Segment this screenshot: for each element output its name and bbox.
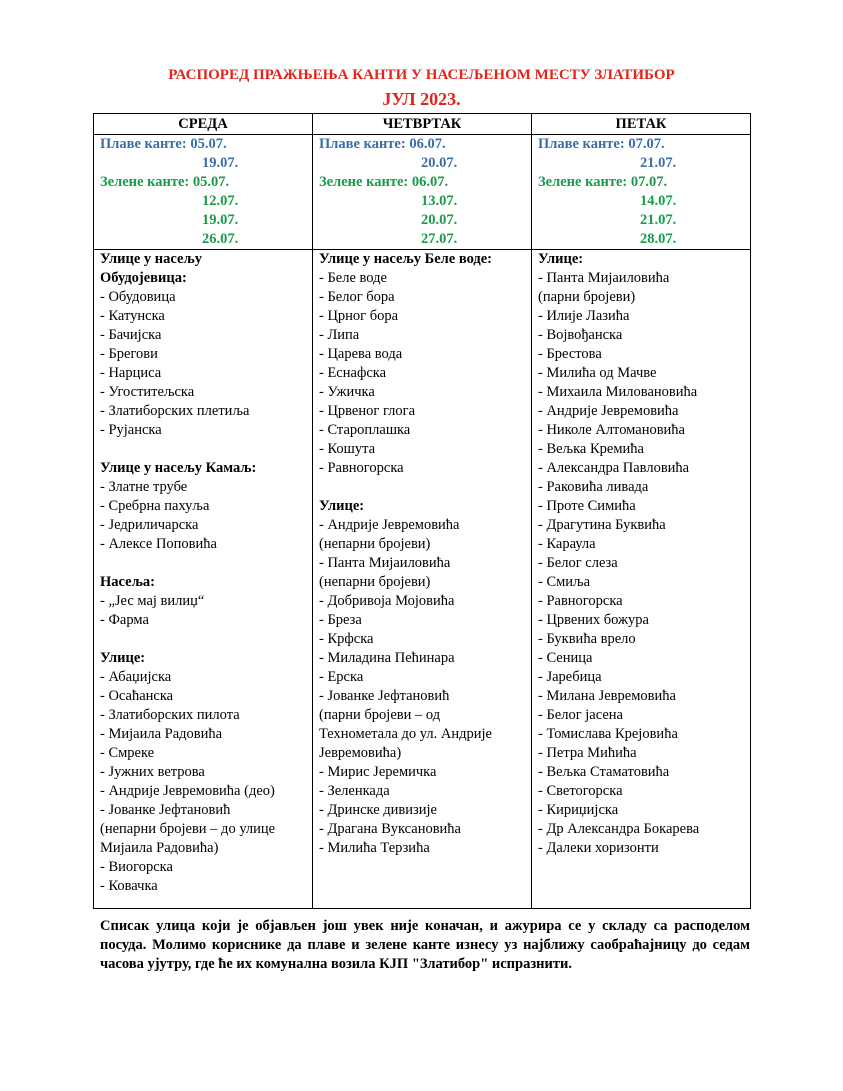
dates-cell [94,135,313,250]
street-item: - Андрије Јевремовића (део) [100,783,275,799]
street-item: - Николе Алтомановића [538,422,685,438]
street-item: - Липа [319,327,360,343]
street-item: - Златиборских пилота [100,707,240,723]
street-item: - Петра Мићића [538,745,637,761]
day-header-thursday: ЧЕТВРТАК [313,114,532,135]
blue-bins-label: Плаве канте: [319,136,406,152]
streets-cell [94,250,313,909]
street-item: (непарни бројеви) [319,536,431,552]
street-item: - Буквића врело [538,631,636,647]
street-item: - Виогорска [100,859,173,875]
street-item: - Једриличарска [100,517,199,533]
street-item: - Црвених божура [538,612,649,628]
street-item: - Вељка Стаматовића [538,764,670,780]
blue-bins-line [100,135,306,154]
street-group-heading: Улице: [319,498,365,514]
green-bins-date: 28.07. [640,231,677,247]
street-item: Мијаила Радовића) [100,840,219,856]
green-bins-date: 19.07. [202,212,239,228]
green-bins-label: Зелене канте: [538,174,628,190]
street-item: - Далеки хоризонти [538,840,659,856]
street-item: - Караула [538,536,596,552]
blue-bins-line [538,135,744,154]
street-item: - Беле воде [319,270,387,286]
street-item: - Фарма [100,612,149,628]
street-item: - Белог бора [319,289,395,305]
street-group-heading: Улице: [100,650,146,666]
street-item: - Бреза [319,612,362,628]
street-item: - Андрије Јевремовића [319,517,460,533]
green-bins-date: 26.07. [202,231,239,247]
street-item: - Проте Симића [538,498,636,514]
green-bins-date: 13.07. [421,193,458,209]
street-item: - Равногорска [319,460,404,476]
green-bins-date: 06.07. [411,174,449,190]
street-item: - Драгана Вуксановића [319,821,461,837]
green-bins-line [100,173,306,192]
blue-bins-label: Плаве канте: [100,136,187,152]
street-group-heading: Улице у насељу Беле воде: [319,251,493,267]
street-item: - Брегови [100,346,158,362]
green-bins-date: 20.07. [421,212,458,228]
street-item: - Црвеног глога [319,403,416,419]
blue-bins-date: 06.07. [409,136,446,152]
green-bins-date: 21.07. [640,212,677,228]
street-item: - Раковића ливада [538,479,649,495]
street-item: - Царева вода [319,346,403,362]
street-group-heading: Улице: [538,251,584,267]
street-item: (парни бројеви) [538,289,636,305]
streets-cell [532,250,751,909]
dates-row [94,135,751,250]
spacer [100,440,306,459]
street-item: (непарни бројеви) [319,574,431,590]
street-group-heading: Улице у насељу Камаљ: [100,460,257,476]
street-item: - Рујанска [100,422,162,438]
street-item: - Брестова [538,346,602,362]
street-item: - Михаила Миловановића [538,384,698,400]
street-item: (непарни бројеви – до улице [100,821,276,837]
street-item: - Алексе Поповића [100,536,217,552]
street-item: - Милана Јевремовића [538,688,676,704]
street-item: - Смреке [100,745,155,761]
green-bins-line [538,173,744,192]
street-item: - Староплашка [319,422,411,438]
green-bins-label: Зелене канте: [100,174,190,190]
spacer [319,478,525,497]
street-item: - Бачијска [100,327,162,343]
street-item: - Јужних ветрова [100,764,205,780]
street-item: - Црног бора [319,308,399,324]
street-item: - Обудовица [100,289,176,305]
street-item: - Равногорска [538,593,623,609]
street-item: - Александра Павловића [538,460,690,476]
blue-bins-date: 05.07. [190,136,227,152]
spacer [100,630,306,649]
street-item: - Панта Мијаиловића [319,555,451,571]
street-item: - Илије Лазића [538,308,630,324]
street-item: - Катунска [100,308,165,324]
street-item: - Дринске дивизије [319,802,437,818]
street-item: - Миладина Пећинара [319,650,455,666]
street-item: - Осаћанска [100,688,174,704]
dates-cell [532,135,751,250]
green-bins-label: Зелене канте: [319,174,409,190]
green-bins-date: 27.07. [421,231,458,247]
street-item: - Милића од Мачве [538,365,657,381]
green-bins-date: 07.07. [630,174,668,190]
street-item: - Јованке Јефтановић [319,688,450,704]
street-item: - Томислава Крејовића [538,726,678,742]
street-item: - Абаџијска [100,669,172,685]
dates-cell [313,135,532,250]
document-month: ЈУЛ 2023. [382,89,461,109]
green-bins-line [319,173,525,192]
blue-bins-date: 20.07. [421,155,458,171]
blue-bins-label: Плаве канте: [538,136,625,152]
street-item: - Јованке Јефтановић [100,802,231,818]
blue-bins-date: 07.07. [628,136,665,152]
street-item: - Панта Мијаиловића [538,270,670,286]
green-bins-date: 12.07. [202,193,239,209]
street-group-heading: Улице у насељу [100,251,202,267]
green-bins-date: 05.07. [192,174,230,190]
street-item: Технометала до ул. Андрије [319,726,492,742]
street-item: - Мијаила Радовића [100,726,223,742]
street-item: - Крфска [319,631,374,647]
street-item: - Ковачка [100,878,158,894]
street-item: (парни бројеви – од [319,707,441,723]
document-title: РАСПОРЕД ПРАЖЊЕЊА КАНТИ У НАСЕЉЕНОМ МЕСТУ ЗЛАТИБОР [168,67,675,83]
street-item: - Кириџијска [538,802,619,818]
street-item: - Смиља [538,574,591,590]
street-item: - Нарциса [100,365,162,381]
street-item: - Вељка Кремића [538,441,644,457]
street-item: Јевремовића) [319,745,402,761]
day-header-friday: ПЕТАК [532,114,751,135]
street-item: - Златиборских плетиља [100,403,250,419]
street-item: - Сребрна пахуља [100,498,210,514]
street-item: - „Јес мај вилиџ“ [100,593,205,609]
street-item: - Војвођанска [538,327,623,343]
streets-row [94,250,751,909]
footer-note: Списак улица који је објављен још увек није коначан, и ажурира се у складу са расподелом посуда. Молимо кориснике да плаве и зелене канте изнесу уз најближу саобраћајницу до седам часова ујутру, где ће их комунална возила КЈП "Златибор" испразнити. [100,918,750,972]
blue-bins-date: 21.07. [640,155,677,171]
street-group-heading: Насеља: [100,574,155,590]
schedule-table [93,113,751,909]
street-item: - Ужичка [319,384,375,400]
street-item: - Белог слеза [538,555,618,571]
streets-cell [313,250,532,909]
street-item: - Кошута [319,441,376,457]
street-item: - Андрије Јевремовића [538,403,679,419]
street-item: - Милића Терзића [319,840,430,856]
street-item: - Сеница [538,650,593,666]
street-item: - Јаребица [538,669,602,685]
street-item: - Мирис Јеремичка [319,764,437,780]
street-item: - Добривоја Мојовића [319,593,455,609]
street-item: - Белог јасена [538,707,623,723]
street-group-heading: Обудојевица: [100,270,187,286]
header-row [94,114,751,135]
street-item: - Др Александра Бокарева [538,821,700,837]
green-bins-date: 14.07. [640,193,677,209]
street-item: - Драгутина Буквића [538,517,666,533]
street-item: - Еснафска [319,365,387,381]
street-item: - Златне трубе [100,479,188,495]
blue-bins-line [319,135,525,154]
street-item: - Угоститељска [100,384,195,400]
blue-bins-date: 19.07. [202,155,239,171]
spacer [100,554,306,573]
street-item: - Ерска [319,669,364,685]
day-header-wednesday: СРЕДА [94,114,313,135]
street-item: - Зеленкада [319,783,390,799]
street-item: - Светогорска [538,783,623,799]
